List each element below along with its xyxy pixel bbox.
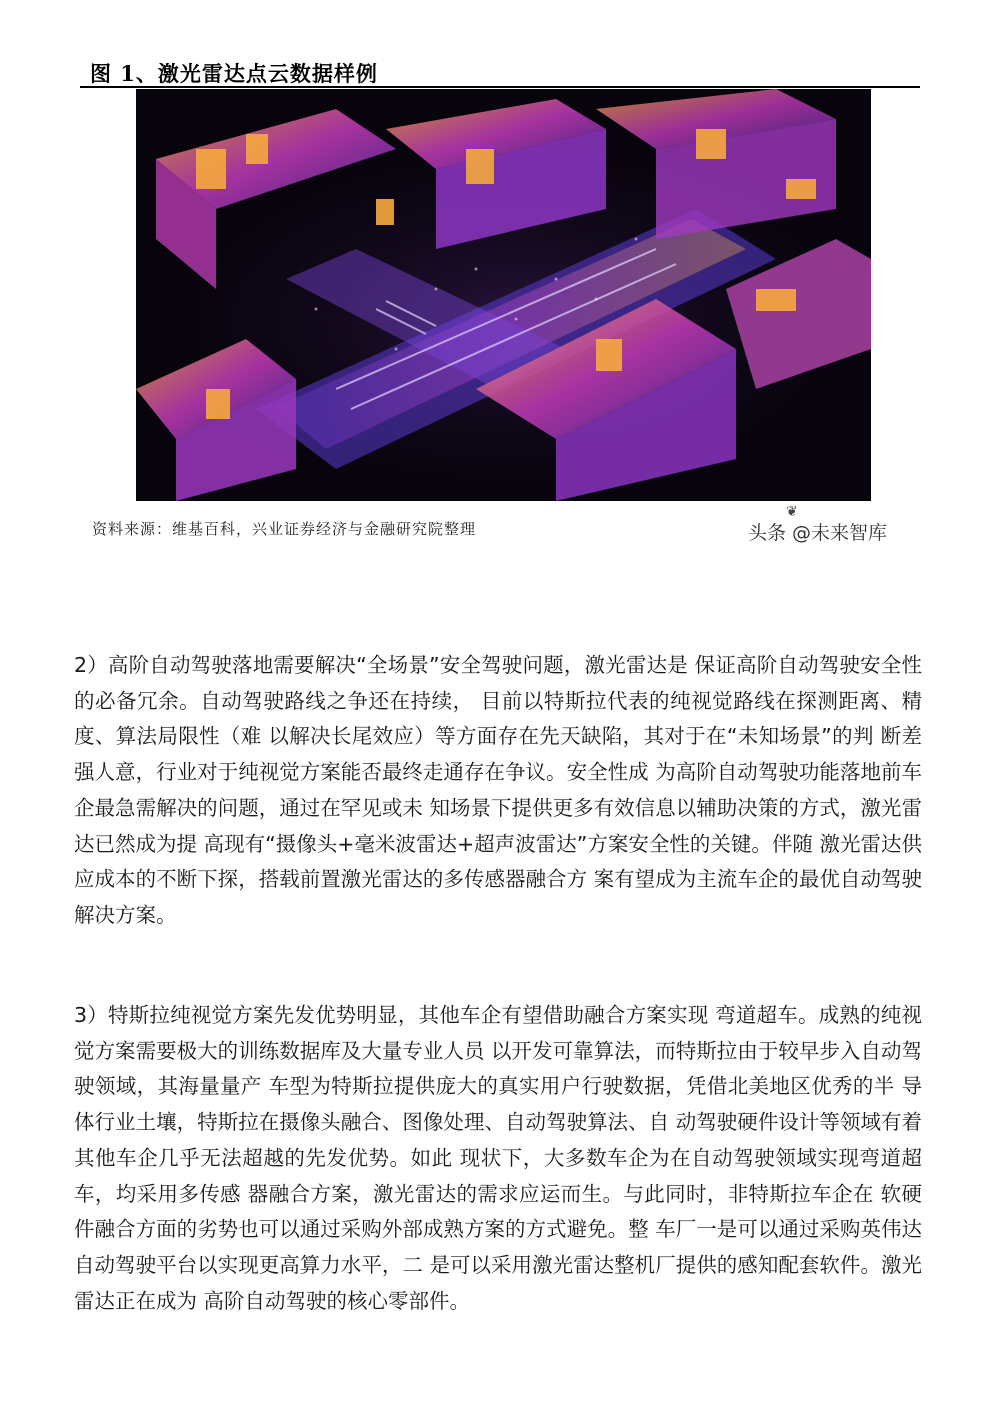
watermark-icon: ❦: [786, 504, 798, 520]
figure-source: 资料来源：维基百科，兴业证券经济与金融研究院整理: [92, 520, 477, 538]
figure-title: 图 1、激光雷达点云数据样例: [90, 61, 378, 86]
title-divider: [80, 86, 920, 88]
lidar-point-cloud-image: [136, 89, 871, 501]
paragraph-3: 3）特斯拉纯视觉方案先发优势明显，其他车企有望借助融合方案实现 弯道超车。成熟的纯视觉方案需要极大的训练数据库及大量专业人员 以开发可靠算法，而特斯拉由于较早步入自动驾驶领域，其海量量产 车型为特斯拉提供庞大的真实用户行驶数据，凭借北美地区优秀的半 导体行业土壤，特斯拉在摄像头融合、图像处理、自动驾驶算法、自 动驾驶硬件设计等领域有着其他车企几乎无法超越的先发优势。如此 现状下，大多数车企为在自动驾驶领域实现弯道超车，均采用多传感 器融合方案，激光雷达的需求应运而生。与此同时，非特斯拉车企在 软硬件融合方面的劣势也可以通过采购外部成熟方案的方式避免。整 车厂一是可以通过采购英伟达自动驾驶平台以实现更高算力水平，二 是可以采用激光雷达整机厂提供的感知配套软件。激光雷达正在成为 高阶自动驾驶的核心零部件。: [74, 1003, 922, 1313]
paragraph-2: 2）高阶自动驾驶落地需要解决“全场景”安全驾驶问题，激光雷达是 保证高阶自动驾驶安全性的必备冗余。自动驾驶路线之争还在持续， 目前以特斯拉代表的纯视觉路线在探测距离、精度、算法局限性（难 以解决长尾效应）等方面存在先天缺陷，其对于在“未知场景”的判 断差强人意，行业对于纯视觉方案能否最终走通存在争议。安全性成 为高阶自动驾驶功能落地前车企最急需解决的问题，通过在罕见或未 知场景下提供更多有效信息以辅助决策的方式，激光雷达已然成为提 高现有“摄像头+毫米波雷达+超声波雷达”方案安全性的关键。伴随 激光雷达供应成本的不断下探，搭载前置激光雷达的多传感器融合方 案有望成为主流车企的最优自动驾驶解决方案。: [74, 653, 922, 927]
watermark: 头条 @未来智库: [748, 522, 888, 544]
point-cloud-illustration: [136, 89, 871, 501]
